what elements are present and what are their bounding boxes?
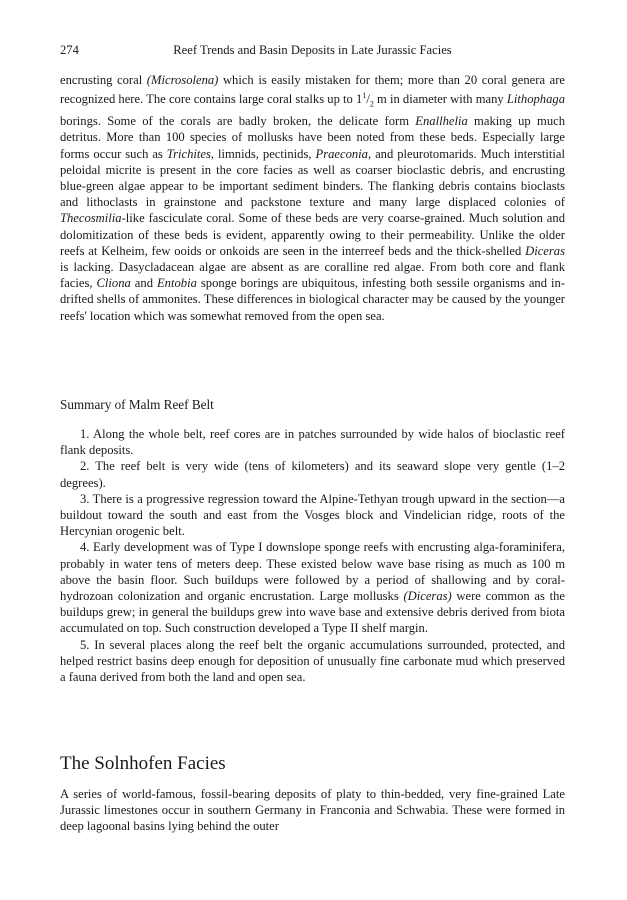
- list-item: 2. The reef belt is very wide (tens of kilometers) and its seaward slope very gentle (1–2 degrees).: [60, 459, 565, 490]
- body-paragraph-2: [60, 786, 565, 835]
- paragraph-text: A series of world-famous, fossil-bearing deposits of platy to thin-bedded, very fine-grained Late Jurassic limestones occur in southern Germany in Franconia and Schwabia. These were formed in deep lagoonal basins lying behind the outer: [60, 787, 565, 834]
- running-title: Reef Trends and Basin Deposits in Late Jurassic Facies: [173, 43, 452, 57]
- section-heading: The Solnhofen Facies: [60, 753, 226, 774]
- subsection-heading: Summary of Malm Reef Belt: [60, 397, 214, 412]
- body-paragraph-1: [60, 72, 565, 324]
- list-item: 3. There is a progressive regression toward the Alpine-Tethyan trough upward in the section—a buildout toward the south and east from the Vosges block and Vindelician ridge, roots of the Hercynian orogenic belt.: [60, 491, 565, 539]
- paragraph-text: encrusting coral (Microsolena) which is easily mistaken for them; more than 20 coral genera are recognized here. The core contains large coral stalks up to $1^1/_2$ m in diameter with many Lithophaga borings. Some of the corals are badly broken, the delicate form Enallhelia making up much detritus. More than 100 species of mollusks have been noted from these beds. Especially large forms occur such as Trichites, limnids, pectinids, Praeconia, and pleurotomarids. Much interstitial peloidal micrite is present in the core facies as well as coarser bioclastic debris, and encrusting blue-green algae appear to be important sediment binders. The flanking debris contains bioclasts and lithoclasts in grainstone and packstone texture and many large displaced colonies of Thecosmilia-like fasciculate coral. Some of these beds are very coarse-grained. Much solution and dolomitization of these beds is evident, apparently owing to their permeability. Unlike the older reefs at Kelheim, few ooids or onkoids are seen in the interreef beds and the thick-shelled Diceras is lacking. Dasycladacean algae are absent as are coralline red algae. From both core and flank facies, Cliona and Entobia sponge borings are ubiquitous, infesting both sessile organisms and in-drifted shells of ammonites. These differences in biological character may be caused by the younger reefs' location which was somewhat removed from the open sea.: [60, 73, 566, 323]
- list-item: 4. Early development was of Type I downslope sponge reefs with encrusting alga-foraminifera, probably in water tens of meters deep. These existed below wave base rising as much as 100 m above the basin floor. Such buildups were followed by a period of shallowing and by coral-hydrozoan colonization and organic encrustation. Large mollusks (Diceras) were common as the buildups grew; in general the buildups grew into wave base and extensive debris derived from biota accumulated on top. Such construction developed a Type II shelf margin.: [60, 540, 565, 636]
- page-number: 274: [60, 43, 79, 57]
- list-item: 5. In several places along the reef belt the organic accumulations surrounded, protected, and helped restrict basins deep enough for deposition of unusually fine carbonate mud which preserved a fauna derived from both the land and open sea.: [60, 637, 565, 685]
- list-item: 1. Along the whole belt, reef cores are in patches surrounded by wide halos of bioclastic reef flank deposits.: [60, 427, 565, 458]
- summary-list: [60, 426, 565, 685]
